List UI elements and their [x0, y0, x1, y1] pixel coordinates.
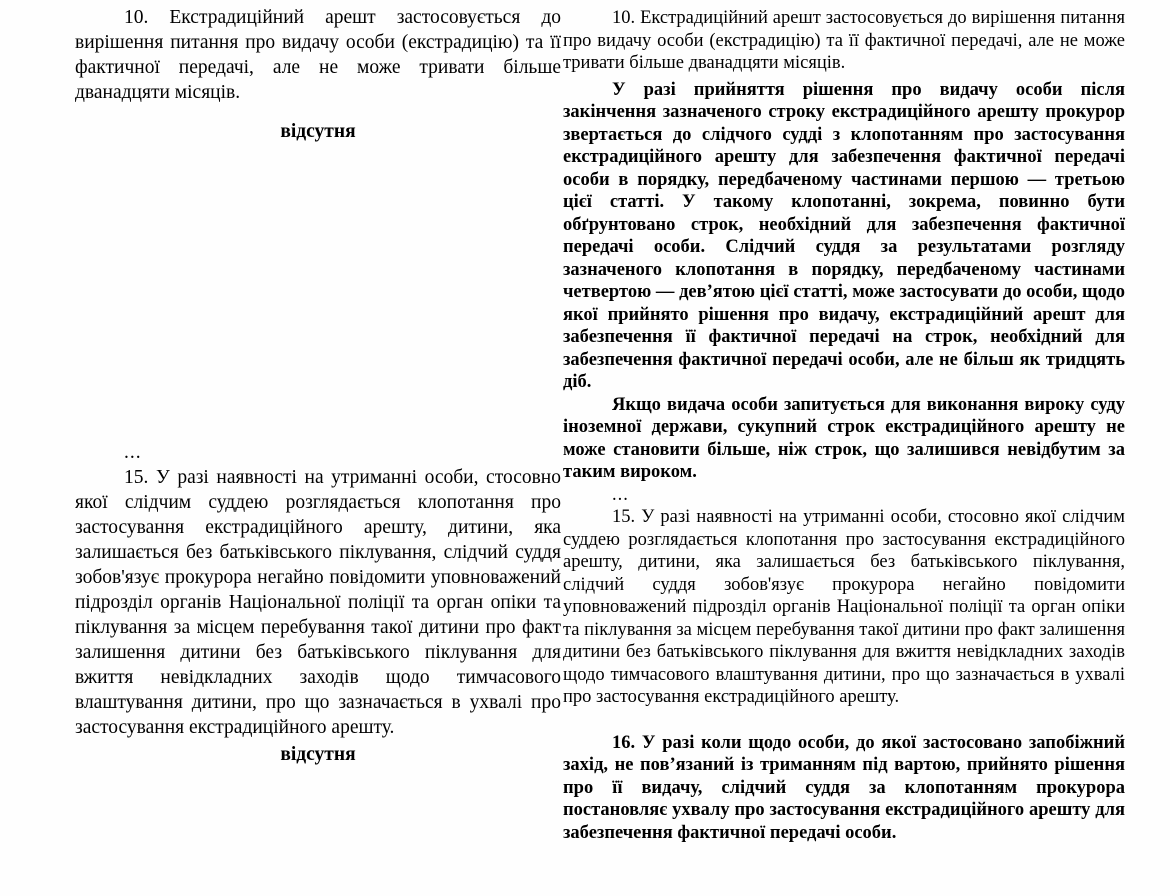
right-new-paragraph-2: Якщо видача особи запитується для виконання вироку суду іноземної держави, сукупний строк екстрадиційного арешту не може становити більше, ніж строк, що залишився невідбутим за таким вироком.: [563, 394, 1125, 482]
left-absent-marker-2: відсутня: [280, 744, 356, 765]
left-paragraph-15: 15. У разі наявності на утриманні особи, стосовно якої слідчим суддею розглядається клопотання про застосування екстрадиційного арешту, дитини, яка залишається без батьківського піклування, слідчий суддя зобов'язує прокурора негайно повідомити уповноважений підрозділ органів Національної поліції та орган опіки та піклування за місцем перебування такої дитини про факт залишення дитини без батьківського піклування для вжиття невідкладних заходів щодо тимчасового влаштування дитини, про що зазначається в ухвалі про застосування екстрадиційного арешту.: [75, 467, 561, 738]
right-ellipsis: ...: [612, 484, 629, 505]
left-absent-marker-1: відсутня: [280, 121, 356, 142]
right-paragraph-10: 10. Екстрадиційний арешт застосовується до вирішення питання про видачу особи (екстрадицію) та її фактичної передачі, але не може тривати більше дванадцяти місяців.: [563, 8, 1125, 73]
right-paragraph-15: 15. У разі наявності на утриманні особи, стосовно якої слідчим суддею розглядається клопотання про застосування екстрадиційного арешту, дитини, яка залишається без батьківського піклування, слідчий суддя зобов'язує прокурора негайно повідомити уповноважений підрозділ органів Національної поліції та орган опіки та піклування за місцем перебування такої дитини про факт залишення дитини без батьківського піклування для вжиття невідкладних заходів щодо тимчасового влаштування дитини, про що зазначається в ухвалі про застосування екстрадиційного арешту.: [563, 507, 1125, 707]
right-column-new-version: [563, 0, 1125, 844]
left-paragraph-10: 10. Екстрадиційний арешт застосовується до вирішення питання про видачу особи (екстрадицію) та її фактичної передачі, але не може тривати більше дванадцяти місяців.: [75, 7, 561, 103]
right-paragraph-16: 16. У разі коли щодо особи, до якої застосовано запобіжний захід, не пов’язаний із триманням під вартою, прийнято рішення про її видачу, слідчий суддя за клопотанням прокурора постановляє ухвалу про застосування екстрадиційного арешту для забезпечення фактичної передачі особи.: [563, 732, 1125, 843]
right-new-paragraph-1: У разі прийняття рішення про видачу особи після закінчення зазначеного строку екстрадиційного арешту прокурор звертається до слідчого судді з клопотанням про застосування екстрадиційного арешту для забезпечення фактичної передачі особи в порядку, передбаченому частинами першою — третьою цієї статті. У такому клопотанні, зокрема, повинно бути обґрунтовано строк, необхідний для забезпечення фактичної передачі особи. Слідчий суддя за результатами розгляду зазначеного клопотання в порядку, передбаченому частинами четвертою — дев’ятою цієї статті, може застосувати до особи, щодо якої прийнято рішення про видачу, екстрадиційний арешт для забезпечення її фактичної передачі на строк, необхідний для забезпечення фактичної передачі особи, але не більш як тридцять діб.: [563, 79, 1125, 392]
left-column-old-version: [75, 0, 561, 767]
left-ellipsis: ...: [124, 442, 142, 463]
